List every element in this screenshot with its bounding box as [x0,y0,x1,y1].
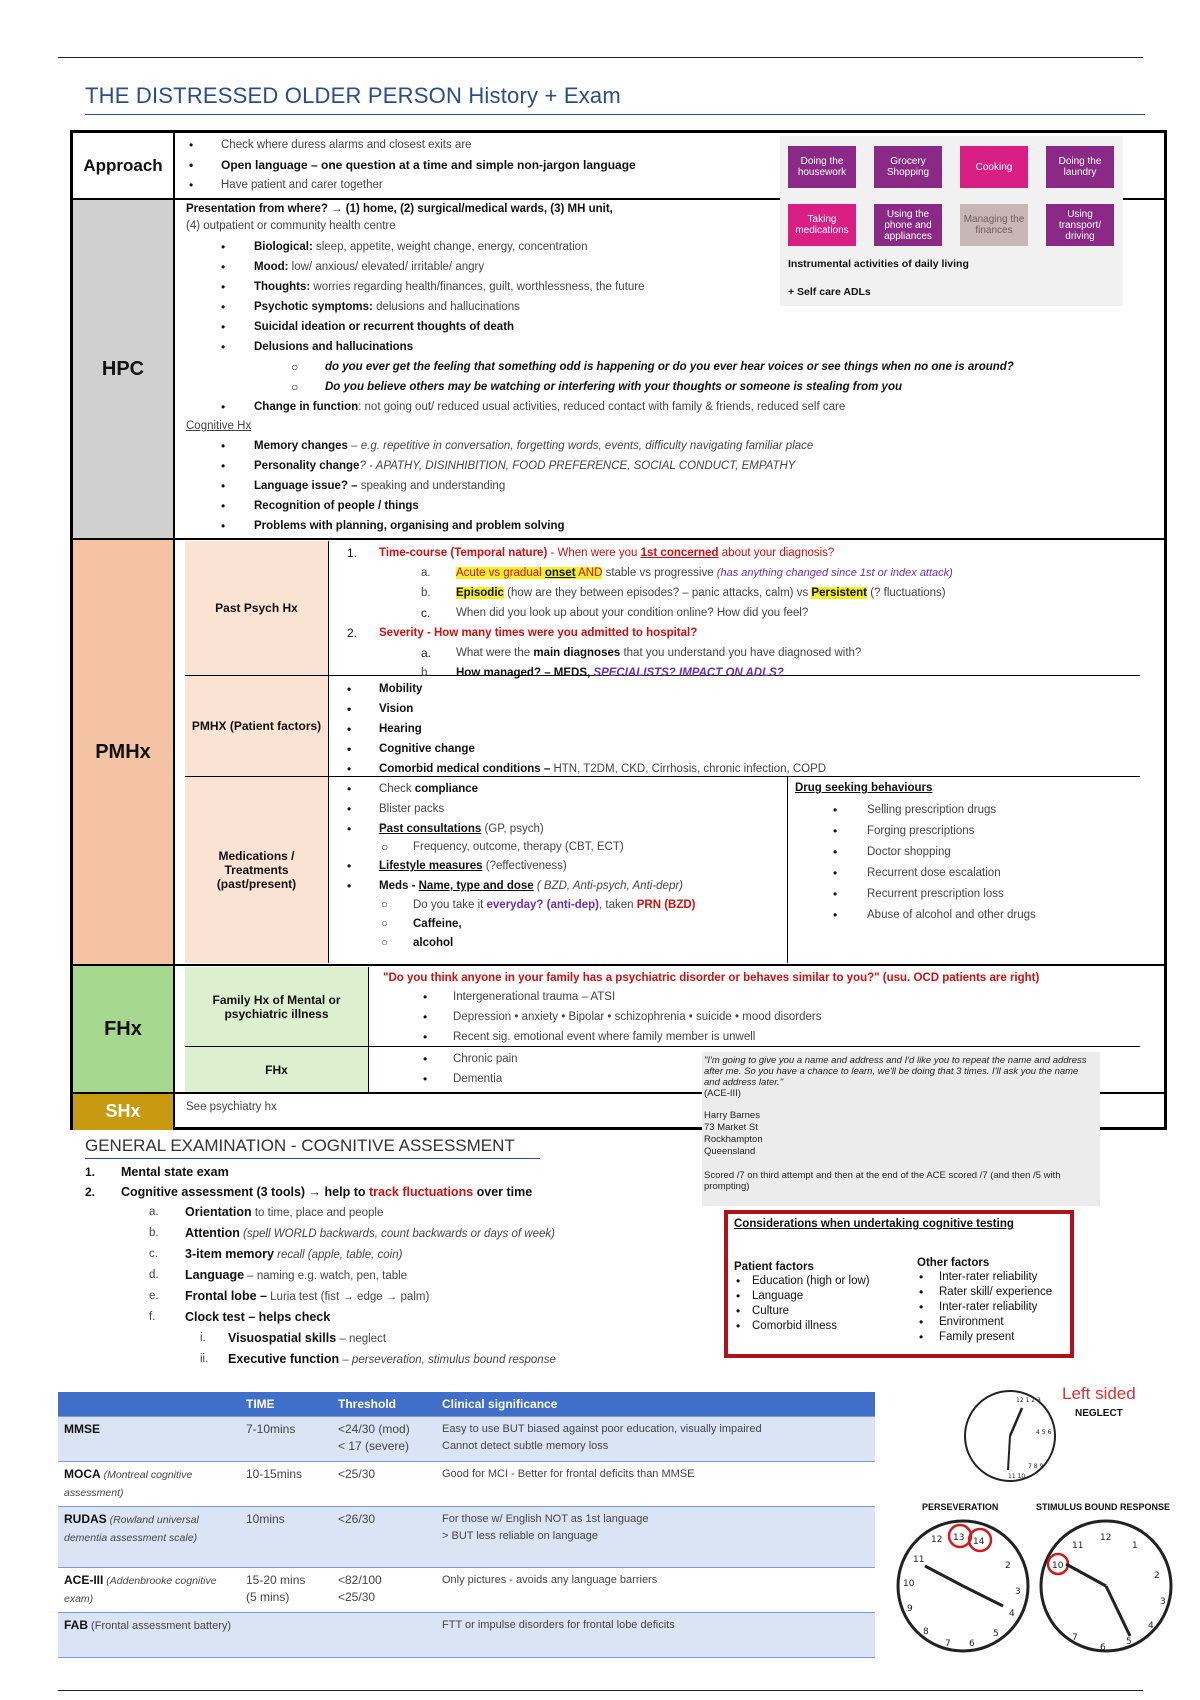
ace-quote: "I'm going to give you a name and address and I'd like you to repeat the name and address after me. So you have a chance to learn, we'll be doing that 3 times. I'll ask you the name and address later." [704,1055,1087,1088]
list-item: • Open language – one question at a time and simple non-jargon language [189,158,636,172]
svg-text:14: 14 [973,1537,985,1547]
exam-title: GENERAL EXAMINATION - COGNITIVE ASSESSMENT [85,1136,515,1155]
other-factors-title: Other factors [917,1257,990,1269]
svg-text:3: 3 [1160,1597,1166,1607]
presentation-text-2: (4) outpatient or community health centre [186,220,396,232]
list-item: • Dementia [423,1072,503,1086]
list-item: • Comorbid illness [736,1319,838,1333]
list-item: • Doctor shopping [833,845,951,859]
table-row: RUDAS (Rowland universal dementia assessment scale) 10mins <26/30 For those w/ English NOT as 1st language > BUT less reliable on language [58,1507,875,1568]
list-item: • Culture [736,1304,790,1318]
iadl-pill: Doing the laundry [1046,146,1114,188]
svg-text:3: 3 [1015,1587,1021,1597]
list-item: d. Language – naming e.g. watch, pen, table [149,1268,408,1282]
list-item: ○ Do you believe others may be watching or interfering with your thoughts or someone is stealing from you [291,380,902,394]
list-item: • Vision [347,702,414,716]
svg-text:9: 9 [907,1604,913,1614]
address-line: Harry Barnes [704,1110,760,1121]
table-row: MMSE 7-10mins <24/30 (mod) < 17 (severe) Easy to use BUT biased against poor education, visually impaired Cannot detect subtle memory loss [58,1417,875,1462]
list-item: 1. Mental state exam [85,1165,229,1179]
iadl-caption: Instrumental activities of daily living [788,258,969,270]
list-item: • Blister packs [347,802,445,816]
family-hx-content [383,969,1143,1047]
patient-factors-label: PMHX (Patient factors) [185,676,329,776]
list-item: • Hearing [347,722,422,736]
list-item: e. Frontal lobe – Luria test (fist → edge → palm) [149,1289,430,1303]
table-row: FAB (Frontal assessment battery) FTT or impulse disorders for frontal lobe deficits [58,1613,875,1658]
iadl-pill: Doing the housework [788,146,856,188]
shx-text: See psychiatry hx [186,1101,277,1113]
fhx-label: FHx [73,965,175,1093]
considerations-title: Considerations when undertaking cognitive testing [734,1218,1014,1230]
list-item: • Comorbid medical conditions – HTN, T2DM, CKD, Cirrhosis, chronic infection, COPD [347,762,827,776]
drug-seeking-box [795,779,1135,926]
table-row: ACE-III (Addenbrooke cognitive exam) 15-20 mins (5 mins) <82/100 <25/30 Only pictures - avoids any language barriers [58,1568,875,1613]
list-item: • Recurrent prescription loss [833,887,1004,901]
list-item: • Chronic pain [423,1052,518,1066]
column-header: TIME [240,1392,332,1417]
list-item: • Mood: low/ anxious/ elevated/ irritable/ angry [221,260,485,274]
left-sided-label: Left sided [1062,1384,1136,1403]
list-item: • Inter-rater reliability [919,1300,1038,1314]
svg-text:13: 13 [953,1533,965,1543]
title-underline [85,114,1145,115]
ace-score-note: Scored /7 on third attempt and then at the end of the ACE scored /7 (and then /5 with prompting) [704,1170,1061,1192]
list-item: • Language issue? – speaking and understanding [221,479,506,493]
ace-label: (ACE-III) [704,1088,741,1099]
list-item: c. 3-item memory recall (apple, table, coin) [149,1247,403,1261]
medications-list [341,779,781,953]
svg-text:7: 7 [1072,1633,1078,1643]
considerations-box [724,1210,1074,1358]
svg-text:10: 10 [1052,1561,1064,1571]
list-item: • Selling prescription drugs [833,803,997,817]
ace-address-box [702,1052,1100,1206]
table-row: MOCA (Montreal cognitive assessment) 10-15mins <25/30 Good for MCI - Better for frontal deficits than MMSE [58,1462,875,1507]
perseveration-clock-icon [893,1516,1033,1656]
list-item: • Memory changes – e.g. repetitive in conversation, forgetting words, events, difficulty navigating familiar place [221,439,814,453]
list-item: • Biological: sleep, appetite, weight change, energy, concentration [221,240,588,254]
list-item: • Meds - Name, type and dose ( BZD, Anti-psych, Anti-depr) [347,879,683,893]
list-item: ○ alcohol [381,937,454,949]
pmhx-label: PMHx [73,539,175,965]
approach-label: Approach [73,133,175,199]
list-item: ○ do you ever get the feeling that something odd is happening or do you ever hear voices or see things when no one is around? [291,360,1014,374]
drug-seeking-list [795,800,1135,926]
list-item: • Past consultations (GP, psych) [347,822,544,836]
list-item: • Abuse of alcohol and other drugs [833,908,1036,922]
svg-text:11 10: 11 10 [1008,1473,1026,1480]
iadl-pill: Cooking [960,146,1028,188]
svg-text:5: 5 [1126,1637,1132,1647]
exam-underline [85,1158,540,1159]
patient-factors-title: Patient factors [734,1261,814,1273]
top-rule [58,57,1143,58]
page-title: THE DISTRESSED OLDER PERSON History + Exam [85,83,621,108]
list-item: • Education (high or low) [736,1274,870,1288]
patient-factors-col [734,1260,904,1334]
approach-list [186,135,786,195]
perseveration-label: PERSEVERATION [922,1502,999,1512]
svg-text:2: 2 [1005,1561,1011,1571]
svg-text:10: 10 [903,1579,915,1589]
list-item: 2. Severity - How many times were you admitted to hospital? [347,626,698,640]
list-item: • Inter-rater reliability [919,1270,1038,1284]
svg-text:6: 6 [969,1639,975,1649]
list-item: b. Episodic (how are they between episodes? – panic attacks, calm) vs Persistent (? fluctuations) [421,587,946,599]
fhx-sub-label: FHx [185,1047,369,1092]
address-line: Rockhampton [704,1134,763,1145]
svg-text:2: 2 [1154,1571,1160,1581]
list-item: a. Acute vs gradual onset AND stable vs progressive (has anything changed since 1st or index attack) [421,567,953,579]
list-item: • Depression • anxiety • Bipolar • schizophrenia • suicide • mood disorders [423,1010,822,1024]
svg-text:11: 11 [1072,1541,1084,1551]
other-factors-col [917,1256,1072,1345]
cognitive-hx-label: Cognitive Hx [186,420,252,432]
column-header: Clinical significance [436,1392,875,1417]
cognitive-list [186,436,1116,536]
list-item: • Forging prescriptions [833,824,975,838]
drug-seeking-title: Drug seeking behaviours [795,782,933,794]
svg-text:4: 4 [1009,1609,1015,1619]
list-item: • Lifestyle measures (?effectiveness) [347,859,567,873]
neglect-clock-icon [962,1388,1058,1484]
iadl-pill: Grocery Shopping [874,146,942,188]
svg-text:8: 8 [923,1627,929,1637]
list-item: • Personality change? - APATHY, DISINHIBITION, FOOD PREFERENCE, SOCIAL CONDUCT, EMPATHY [221,459,796,473]
iadl-pill: Taking medications [788,204,856,246]
list-item: f. Clock test – helps check [149,1310,331,1324]
list-item: • Suicidal ideation or recurrent thoughts of death [221,320,515,334]
list-item: • Recent sig. emotional event where family member is unwell [423,1030,756,1044]
selfcare-caption: + Self care ADLs [788,286,871,298]
list-item: ○ Frequency, outcome, therapy (CBT, ECT) [381,840,624,854]
list-item: c. When did you look up about your condition online? How did you feel? [421,606,809,620]
list-item: • Change in function: not going out/ reduced usual activities, reduced contact with family & friends, reduced self care [221,400,846,414]
svg-text:7 8 9: 7 8 9 [1028,1463,1044,1470]
list-item: • Family present [919,1330,1015,1344]
list-item: ○ Caffeine, [381,918,462,930]
list-item: • Environment [919,1315,1004,1329]
list-item: ii. Executive function – perseveration, stimulus bound response [200,1352,556,1366]
svg-text:6: 6 [1100,1643,1106,1653]
divider [73,964,1164,966]
svg-text:4 5 6: 4 5 6 [1036,1429,1052,1436]
list-item: • Intergenerational trauma – ATSI [423,990,616,1004]
bottom-rule [58,1690,1143,1691]
list-item: • Delusions and hallucinations [221,340,414,354]
svg-text:12: 12 [1100,1533,1112,1543]
list-item: 2. Cognitive assessment (3 tools) → help to track fluctuations over time [85,1185,533,1199]
svg-text:1: 1 [1132,1541,1138,1551]
hpc-content [186,201,1116,536]
iadl-pill: Managing the finances [960,204,1028,246]
hpc-label: HPC [73,199,175,539]
neglect-label: NEGLECT [1075,1408,1123,1419]
stimulus-label: STIMULUS BOUND RESPONSE [1036,1502,1171,1512]
list-item: • Mobility [347,682,423,696]
address-line: Queensland [704,1146,756,1157]
list-item: b. Attention (spell WORLD backwards, count backwards or days of week) [149,1226,555,1240]
list-item: a. Orientation to time, place and people [149,1205,384,1219]
list-item: ○ Do you take it everyday? (anti-dep), taken PRN (BZD) [381,899,696,911]
divider [73,538,1164,540]
past-psych-label: Past Psych Hx [185,541,329,675]
hpc-list [186,237,1116,417]
svg-text:4: 4 [1148,1621,1154,1631]
svg-text:12: 12 [931,1535,943,1545]
patient-factors-list [341,679,1131,779]
list-item: • Thoughts: worries regarding health/finances, guilt, worthlessness, the future [221,280,645,294]
cognitive-tools-table [58,1392,875,1658]
cognitive-tools-table-wrap [58,1392,875,1658]
svg-text:7: 7 [945,1639,951,1649]
column-header [58,1392,240,1417]
list-item: 1. Time-course (Temporal nature) - When were you 1st concerned about your diagnosis? [347,546,835,560]
list-item: • Check where duress alarms and closest exits are [189,138,472,152]
history-grid [70,130,1167,1130]
list-item: • Cognitive change [347,742,475,756]
list-item: • Have patient and carer together [189,178,383,192]
list-item: a. What were the main diagnoses that you understand you have diagnosed with? [421,646,862,660]
list-item: b. How managed? – MEDS, SPECIALISTS? IMPACT ON ADLS? [421,667,784,679]
presentation-text: Presentation from where? → (1) home, (2) surgical/medical wards, (3) MH unit, [186,203,613,215]
list-item: • Psychotic symptoms: delusions and hallucinations [221,300,520,314]
list-item: • Problems with planning, organising and problem solving [221,519,565,533]
svg-text:5: 5 [993,1629,999,1639]
exam-content [85,1162,705,1370]
family-question: "Do you think anyone in your family has a psychiatric disorder or behaves similar to you?" (usu. OCD patients are right) [383,972,1040,984]
iadl-pill: Using transport/ driving [1046,204,1114,246]
iadl-pill: Using the phone and appliances [874,204,942,246]
list-item: • Rater skill/ experience [919,1285,1053,1299]
medications-label: Medications / Treatments (past/present) [185,777,329,963]
past-psych-content [341,543,1131,683]
table-header [58,1392,875,1417]
list-item: • Recurrent dose escalation [833,866,1001,880]
list-item: • Check compliance [347,782,479,796]
address-line: 73 Market St [704,1122,758,1133]
column-header: Threshold [332,1392,436,1417]
shx-label: SHx [73,1093,175,1130]
family-hx-list [383,987,1143,1047]
svg-text:11: 11 [913,1555,925,1565]
divider [787,777,788,963]
list-item: • Recognition of people / things [221,499,419,513]
fhx-list [383,1049,683,1089]
svg-text:12 1 2 3: 12 1 2 3 [1016,1397,1041,1404]
list-item: i. Visuospatial skills – neglect [200,1331,387,1345]
stimulus-bound-clock-icon [1036,1516,1176,1656]
family-hx-label: Family Hx of Mental or psychiatric illness [185,967,369,1046]
list-item: • Language [736,1289,804,1303]
